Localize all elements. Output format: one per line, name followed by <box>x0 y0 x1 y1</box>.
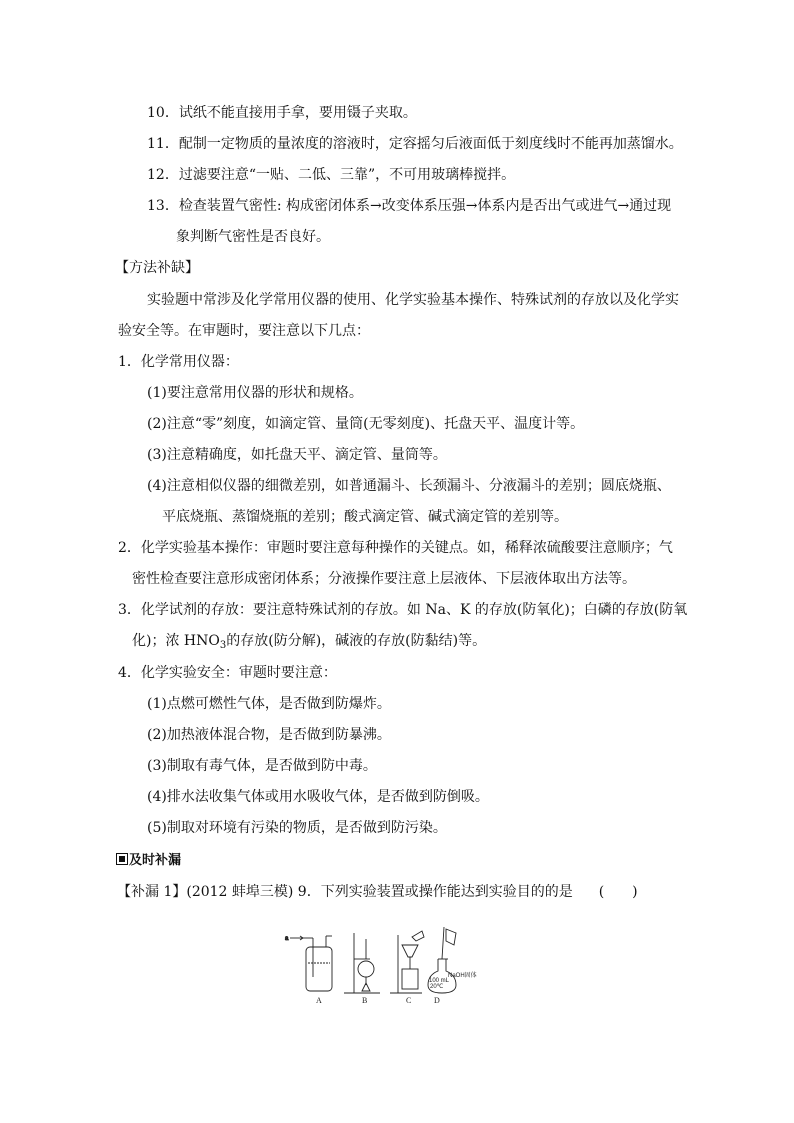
arrow-label-a: a <box>285 936 289 942</box>
apparatus-figure <box>282 925 477 1005</box>
point-1-item-4-continuation: 平底烧瓶、蒸馏烧瓶的差别；酸式滴定管、碱式滴定管的差别等。 <box>162 509 568 525</box>
section-heading-2-text: 及时补漏 <box>129 853 182 868</box>
apparatus-d-volumetric-flask <box>428 927 477 1005</box>
rule-13: 13．检查装置气密性: 构成密闭体系→改变体系压强→体系内是否出气或进气→通过现 <box>147 198 672 214</box>
method-heading: 【方法补缺】 <box>115 260 199 276</box>
figure-label-c: C <box>406 996 412 1005</box>
point-1-item-2: (2)注意“零”刻度，如滴定管、量筒(无零刻度)、托盘天平、温度计等。 <box>147 416 585 432</box>
point-4-item-1: (1)点燃可燃性气体，是否做到防爆炸。 <box>147 696 391 712</box>
question-line <box>117 883 638 901</box>
question-text: 【补漏 1】(2012 蚌埠三模) 9．下列实验装置或操作能达到实验目的的是 <box>117 884 573 900</box>
reagent-label: NaOH固体 <box>448 973 477 979</box>
point-1-item-1: (1)要注意常用仪器的形状和规格。 <box>147 385 363 401</box>
figure-label-d: D <box>434 996 440 1005</box>
point-4-item-5: (5)制取对环境有污染的物质，是否做到防污染。 <box>147 820 447 836</box>
figure-label-a: A <box>316 996 322 1005</box>
figure-label-b: B <box>362 996 368 1005</box>
point-1-title: 1．化学常用仪器： <box>118 354 239 370</box>
section-heading-2 <box>116 851 181 870</box>
rule-10: 10．试纸不能直接用手拿，要用镊子夹取。 <box>147 105 417 121</box>
point-3-line-2-post: 的存放(防分解)，碱液的存放(防黏结)等。 <box>226 633 487 649</box>
subscript-3: 3 <box>219 640 227 651</box>
point-4-item-3: (3)制取有毒气体，是否做到防中毒。 <box>147 758 377 774</box>
intro-line-2: 验安全等。在审题时，要注意以下几点： <box>118 323 370 339</box>
rule-11: 11．配制一定物质的量浓度的溶液时，定容摇匀后液面低于刻度线时不能再加蒸馏水。 <box>147 136 683 152</box>
flask-label-volume: 100 mL <box>429 978 450 984</box>
intro-line-1: 实验题中常涉及化学常用仪器的使用、化学实验基本操作、特殊试剂的存放以及化学实 <box>147 292 679 308</box>
point-4-title: 4．化学实验安全：审题时要注意： <box>118 665 337 681</box>
apparatus-b-iron-stand <box>344 933 380 1005</box>
answer-blank: ( ) <box>598 884 638 900</box>
point-1-item-3: (3)注意精确度，如托盘天平、滴定管、量筒等。 <box>147 447 447 463</box>
point-3-line-2 <box>132 632 486 655</box>
point-4-item-2: (2)加热液体混合物，是否做到防暴沸。 <box>147 727 391 743</box>
point-4-item-4: (4)排水法收集气体或用水吸收气体，是否做到防倒吸。 <box>147 789 489 805</box>
flask-label-temperature: 20℃ <box>430 984 444 990</box>
point-2-line-2: 密性检查要注意形成密闭体系；分液操作要注意上层液体、下层液体取出方法等。 <box>132 571 636 587</box>
apparatus-a-washing-bottle <box>285 936 332 1005</box>
point-3-line-1: 3．化学试剂的存放：要注意特殊试剂的存放。如 Na、K 的存放(防氧化)；白磷的存放(防氧 <box>118 602 688 618</box>
point-3-line-2-pre: 化)；浓 HNO <box>132 633 220 649</box>
apparatus-c-filter <box>390 931 424 1005</box>
rule-12: 12．过滤要注意“一贴、二低、三靠”，不可用玻璃棒搅拌。 <box>147 167 516 183</box>
point-2-line-1: 2．化学实验基本操作：审题时要注意每种操作的关键点。如，稀释浓硫酸要注意顺序；气 <box>118 540 673 556</box>
section-marker-icon <box>116 853 128 865</box>
rule-13-continuation: 象判断气密性是否良好。 <box>176 229 330 245</box>
point-1-item-4: (4)注意相似仪器的细微差别，如普通漏斗、长颈漏斗、分液漏斗的差别；圆底烧瓶、 <box>147 478 671 494</box>
